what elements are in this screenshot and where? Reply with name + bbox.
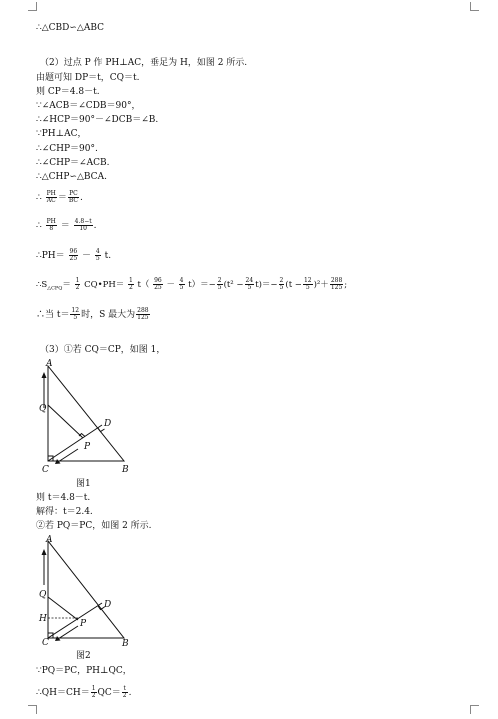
line-part3-case2: ②若 PQ＝PC，如图 2 所示. — [36, 521, 152, 531]
label-a: A — [46, 359, 53, 369]
line-part2-intro: （2）过点 P 作 PH⊥AC，垂足为 H，如图 2 所示. — [40, 58, 248, 68]
line-part3-case1: （3）①若 CQ＝CP，如图 1， — [40, 345, 166, 355]
line-cp: 则 CP＝4.8－t. — [36, 87, 100, 97]
label-b: B — [122, 465, 129, 475]
crop-mark-bottom-right — [470, 705, 479, 714]
line-angle-hcp: ∴∠HCP＝90°－∠DCB＝∠B. — [36, 115, 159, 125]
label-a: A — [46, 535, 53, 545]
right-angle-p — [79, 434, 85, 437]
label-c: C — [42, 638, 49, 648]
line-similar-cbd-abc: ∴△CBD∽△ABC — [36, 23, 104, 33]
label-q: Q — [39, 590, 47, 600]
figure-2 — [36, 535, 136, 655]
arrow-p-to-c — [58, 626, 78, 639]
line-angle-chp-90: ∴∠CHP＝90°. — [36, 144, 98, 154]
line-pq-pc-perp: ∵PQ＝PC，PH⊥QC， — [36, 666, 132, 676]
arrowhead-up — [42, 549, 47, 555]
altitude-cd — [48, 603, 102, 638]
line-case1-eq: 则 t＝4.8－t. — [36, 493, 91, 503]
crop-mark-bottom-left — [28, 705, 37, 714]
label-p: P — [84, 442, 91, 452]
line-area-formula: $\therefore S_{\triangle CPQ}=$ $\frac{1}{2}$ CQ•PH＝ $\frac{1}{2}$ t（ $\frac{96}{25}$ － $\frac{4}{5}$ t）＝− $\frac{2}{5}$ (t² − $\frac{24}{5}$ t)＝− $\frac{2}{5}$ (t − $\frac{12}{5}$ )²＋ $\frac{288}{125}$ ; — [36, 277, 348, 292]
line-angle-chp-acb: ∴∠CHP＝∠ACB. — [36, 158, 110, 168]
label-d: D — [104, 600, 112, 610]
crop-mark-top-left — [28, 2, 37, 11]
line-case1-solution: 解得：t＝2.4. — [36, 507, 93, 517]
line-angles-90: ∵∠ACB＝∠CDB＝90°， — [36, 101, 141, 111]
segment-qp — [48, 597, 78, 620]
arrow-p-to-c — [58, 449, 78, 462]
figure-2-caption: 图2 — [76, 651, 91, 661]
line-ph-expression: ∴PH＝ $\frac{96}{25}$ － $\frac{4}{5}$ t. — [36, 248, 112, 262]
label-c: C — [42, 465, 49, 475]
crop-mark-top-right — [470, 2, 479, 11]
line-qh-ch: ∴QH＝CH＝ $\frac{1}{2}$ QC＝ $\frac{t}{2}$ . — [36, 685, 132, 699]
line-max-area: ∴当 t＝ $\frac{12}{5}$ 时，S 最大为 $\frac{288}{125}$ — [36, 307, 149, 321]
line-ph-perp: ∵PH⊥AC， — [36, 129, 87, 139]
line-ratio-ph-8: ∴ $\frac{PH}{8}$ ＝ $\frac{4.8-t}{10}$ . — [36, 218, 97, 232]
figure-1 — [36, 358, 136, 478]
line-ratio-ph-ac: ∴ $\frac{PH}{AC}$ ＝ $\frac{PC}{BC}$ . — [36, 190, 83, 204]
label-q: Q — [39, 404, 47, 414]
label-d: D — [104, 419, 112, 429]
label-b: B — [122, 639, 129, 649]
segment-pq — [48, 405, 83, 438]
label-p: P — [80, 619, 87, 629]
line-similar-chp-bca: ∴△CHP∽△BCA. — [36, 172, 107, 182]
label-h: H — [39, 614, 47, 624]
arrowhead-up — [42, 372, 47, 378]
line-dp-cq: 由题可知 DP＝t，CQ＝t. — [36, 73, 140, 83]
figure-1-caption: 图1 — [76, 479, 91, 489]
